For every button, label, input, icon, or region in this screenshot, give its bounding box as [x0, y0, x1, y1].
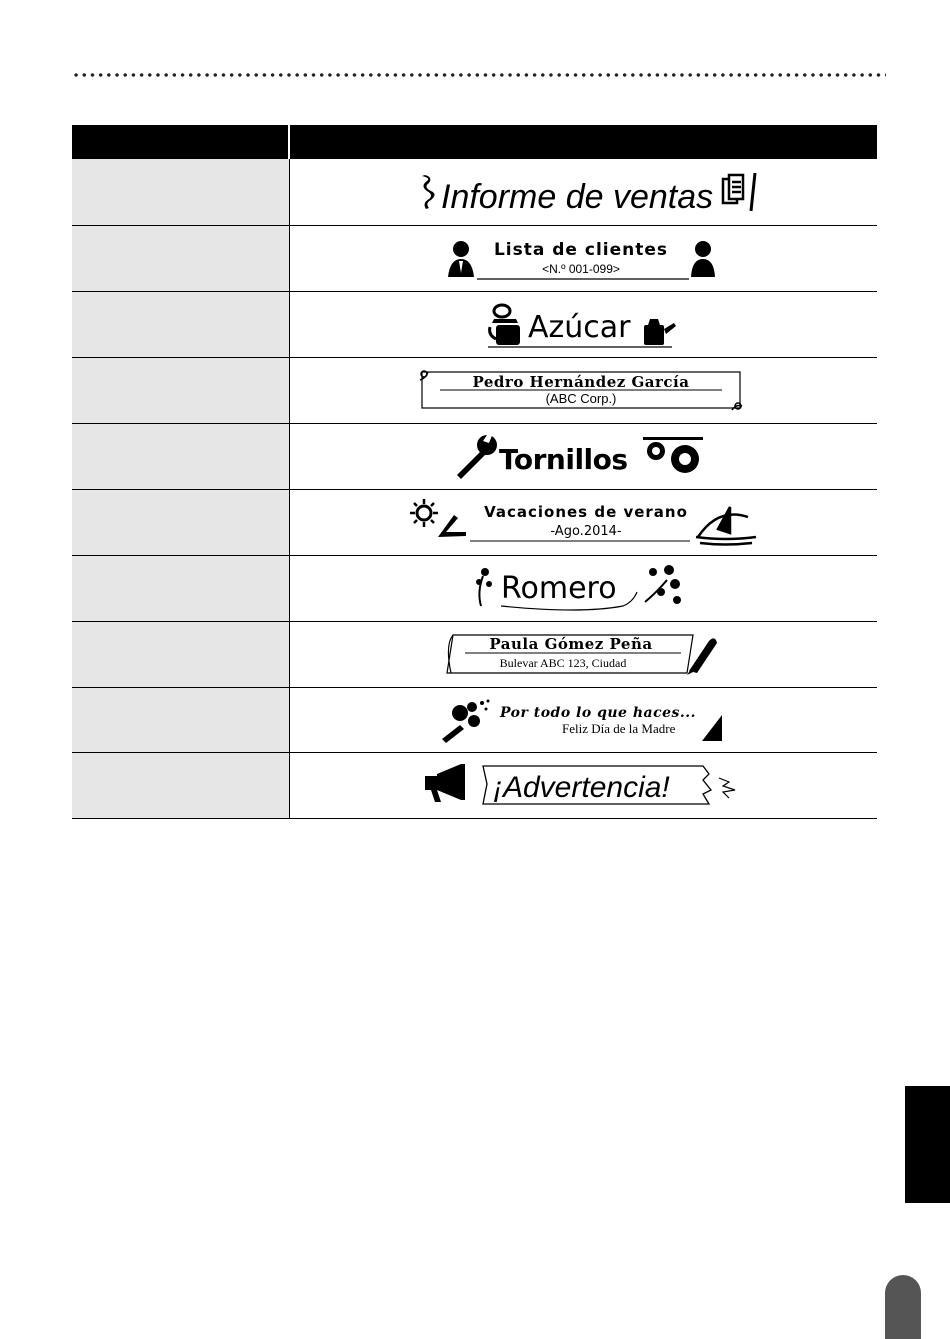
layout-name-cell	[72, 357, 289, 423]
label-pedro-hernandez	[418, 368, 748, 412]
page-number-tab	[885, 1275, 921, 1339]
label-vacaciones	[408, 497, 758, 547]
label-advertencia	[423, 760, 743, 810]
label-informe-de-ventas	[403, 167, 763, 217]
label-azucar	[488, 297, 678, 351]
table-row	[72, 225, 877, 291]
label-title: Vacaciones de verano	[484, 503, 689, 521]
label-title: Pedro Hernández García	[472, 373, 690, 391]
label-title: Lista de clientes	[494, 240, 669, 260]
label-subtitle: -Ago.2014-	[550, 524, 622, 539]
table-row	[72, 621, 877, 687]
sugar-icon	[490, 305, 520, 345]
person-icon	[691, 241, 715, 277]
layout-name-cell	[72, 621, 289, 687]
label-sample-cell	[289, 423, 877, 489]
label-sample-cell	[289, 489, 877, 555]
megaphone-icon	[425, 764, 465, 802]
layout-name-cell	[72, 423, 289, 489]
label-title: Paula Gómez Peña	[489, 635, 653, 653]
label-title: Informe de ventas	[441, 177, 714, 216]
label-title: Romero	[501, 571, 617, 606]
layout-name-cell	[72, 687, 289, 752]
flower-icon	[645, 565, 681, 604]
sailboat-icon	[696, 507, 756, 545]
dotted-rule	[72, 72, 886, 78]
wrench-icon	[457, 433, 497, 479]
sun-icon	[410, 499, 466, 537]
table-row	[72, 423, 877, 489]
label-sample-cell	[289, 555, 877, 621]
table-header-row	[72, 125, 877, 159]
bouquet-icon	[442, 699, 490, 743]
table-row	[72, 489, 877, 555]
label-romero	[473, 562, 693, 614]
label-samples-table	[72, 125, 877, 819]
label-subtitle: (ABC Corp.)	[545, 391, 617, 406]
header-name-cell	[72, 125, 289, 159]
label-paula-gomez	[443, 631, 723, 677]
label-subtitle: Feliz Día de la Madre	[562, 720, 676, 736]
label-sample-cell	[289, 291, 877, 357]
label-sample-cell	[289, 687, 877, 752]
pen-icon	[422, 175, 435, 209]
label-sample-cell	[289, 357, 877, 423]
table-row	[72, 159, 877, 225]
flower-icon	[732, 403, 742, 410]
flower-icon	[476, 568, 492, 606]
layout-name-cell	[72, 291, 289, 357]
chapter-tab-marker	[905, 1086, 950, 1203]
table-row	[72, 752, 877, 818]
label-lista-de-clientes	[443, 233, 723, 283]
table-row	[72, 555, 877, 621]
label-title: ¡Advertencia!	[493, 771, 670, 804]
files-icon	[723, 175, 743, 203]
table-row	[72, 687, 877, 752]
layout-name-cell	[72, 555, 289, 621]
label-tornillos	[453, 431, 713, 481]
table-row	[72, 291, 877, 357]
layout-name-cell	[72, 159, 289, 225]
layout-name-cell	[72, 225, 289, 291]
label-sample-cell	[289, 752, 877, 818]
label-sample-cell	[289, 159, 877, 225]
label-title: Azúcar	[528, 310, 631, 345]
layout-name-cell	[72, 489, 289, 555]
label-dia-de-la-madre	[438, 695, 728, 745]
watering-can-icon	[644, 319, 676, 345]
label-title: Tornillos	[499, 443, 628, 476]
layout-name-cell	[72, 752, 289, 818]
label-subtitle: Bulevar ABC 123, Ciudad	[499, 656, 627, 670]
label-subtitle: <N.º 001-099>	[542, 262, 621, 276]
person-icon	[448, 241, 474, 277]
table-row	[72, 357, 877, 423]
label-title: Por todo lo que haces...	[500, 704, 697, 721]
gears-icon	[643, 437, 703, 473]
label-sample-cell	[289, 225, 877, 291]
header-sample-cell	[289, 125, 877, 159]
label-sample-cell	[289, 621, 877, 687]
